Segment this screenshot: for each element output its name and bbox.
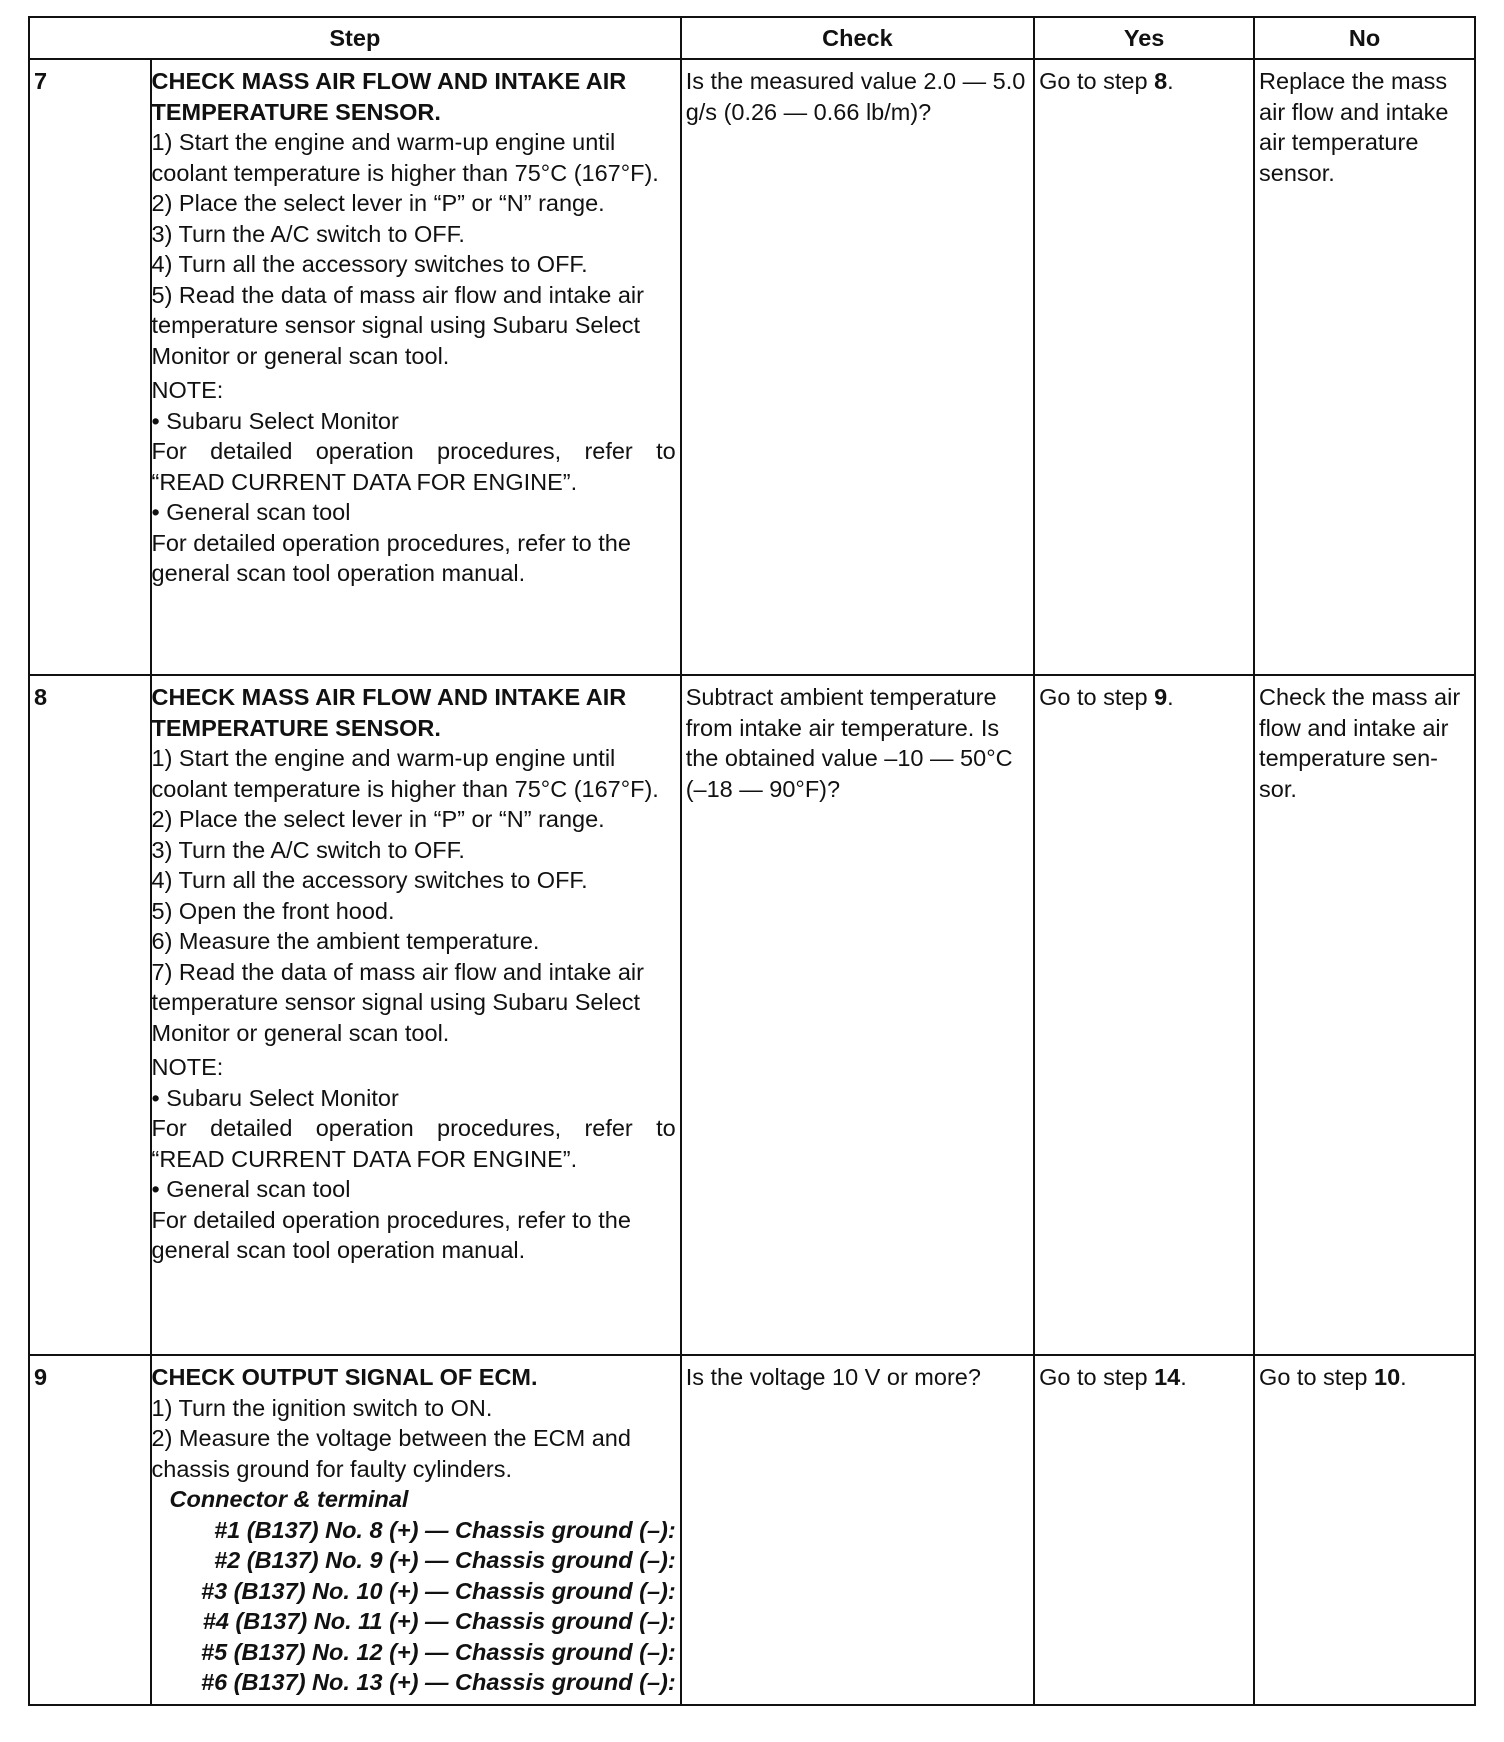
yes-step-link: 9	[1154, 684, 1168, 710]
yes-suffix: .	[1167, 68, 1174, 94]
note-label: NOTE:	[151, 377, 224, 403]
step-item: 5) Open the front hood.	[151, 897, 395, 924]
yes-prefix: Go to step	[1039, 68, 1155, 94]
step-description	[151, 675, 681, 1355]
step-description	[151, 59, 681, 675]
note-reference: general scan tool operation manual.	[151, 560, 526, 586]
step-item: 6) Measure the ambient temperature.	[151, 928, 540, 954]
yes-step-link: 14	[1154, 1364, 1181, 1390]
step-item: 1) Start the engine and warm-up engine until coolant temperature is higher than 75°C (167°F).	[151, 745, 659, 802]
connector-terminal: #2 (B137) No. 9 (+) — Chassis ground (–):	[214, 1547, 676, 1573]
table-row-step-9	[29, 1355, 1475, 1705]
yes-suffix: .	[1167, 684, 1174, 710]
note-reference: general scan tool operation manual.	[151, 1237, 526, 1263]
header-row	[29, 17, 1475, 59]
step-item: 2) Place the select lever in “P” or “N” range.	[151, 190, 605, 216]
step-title: CHECK OUTPUT SIGNAL OF ECM.	[151, 1364, 538, 1390]
note-bullet: • General scan tool	[151, 1176, 351, 1202]
step-description	[151, 1355, 681, 1705]
header-no: No	[1254, 17, 1475, 59]
note-bullet: • Subaru Select Monitor	[151, 1084, 399, 1111]
step-item: 1) Turn the ignition switch to ON.	[151, 1394, 493, 1421]
no-suffix: .	[1400, 1364, 1407, 1390]
step-item: 2) Place the select lever in “P” or “N” range.	[151, 806, 605, 832]
yes-step-link: 8	[1154, 68, 1168, 94]
connector-terminal: #4 (B137) No. 11 (+) — Chassis ground (–):	[202, 1608, 676, 1634]
step-item: 4) Turn all the accessory switches to OFF.	[151, 867, 588, 893]
yes-prefix: Go to step	[1039, 684, 1155, 710]
connector-terminal: #6 (B137) No. 13 (+) — Chassis ground (–):	[201, 1669, 676, 1695]
no-prefix: Go to step	[1259, 1364, 1374, 1390]
step-number: 8	[29, 675, 151, 1355]
header-check: Check	[681, 17, 1034, 59]
note-reference: For detailed operation procedures, refer to	[151, 438, 676, 464]
table-row-step-7	[29, 59, 1475, 675]
step-number: 9	[29, 1355, 151, 1705]
note-reference: “READ CURRENT DATA FOR ENGINE”.	[151, 1145, 578, 1172]
note-bullet: • Subaru Select Monitor	[151, 407, 399, 434]
header-yes: Yes	[1034, 17, 1254, 59]
note-bullet: • General scan tool	[151, 499, 351, 525]
yes-suffix: .	[1180, 1364, 1187, 1390]
note-reference: “READ CURRENT DATA FOR ENGINE”.	[151, 468, 578, 495]
check-question: Is the voltage 10 V or more?	[681, 1355, 1034, 1705]
connector-terminal: #5 (B137) No. 12 (+) — Chassis ground (–):	[201, 1638, 676, 1665]
step-item: 1) Start the engine and warm-up engine until coolant temperature is higher than 75°C (167°F).	[151, 129, 659, 186]
step-item: 7) Read the data of mass air flow and intake air temperature sensor signal using Subaru Select Monitor or general scan tool.	[151, 958, 644, 1046]
yes-action	[1034, 675, 1254, 1355]
note-reference: For detailed operation procedures, refer to the	[151, 1206, 631, 1233]
connector-terminal: #3 (B137) No. 10 (+) — Chassis ground (–):	[201, 1577, 676, 1604]
note-reference: For detailed operation procedures, refer to the	[151, 529, 631, 556]
step-title: CHECK MASS AIR FLOW AND INTAKE AIR TEMPERATURE SENSOR.	[151, 684, 627, 741]
note-reference: For detailed operation procedures, refer to	[151, 1115, 676, 1141]
procedure-table	[28, 16, 1476, 1706]
check-question: Subtract ambient temperature from intake air temperature. Is the obtained value –10 — 50°C (–18 — 90°F)?	[681, 675, 1034, 1355]
connector-label: Connector & terminal	[169, 1486, 409, 1512]
header-step: Step	[29, 17, 681, 59]
step-item: 2) Measure the voltage between the ECM and chassis ground for faulty cylinders.	[151, 1425, 631, 1482]
step-number: 7	[29, 59, 151, 675]
step-title: CHECK MASS AIR FLOW AND INTAKE AIR TEMPERATURE SENSOR.	[151, 68, 627, 125]
no-step-link: 10	[1374, 1364, 1401, 1390]
step-item: 3) Turn the A/C switch to OFF.	[151, 220, 465, 247]
no-action: Check the mass air flow and intake air temperature sen-sor.	[1254, 675, 1475, 1355]
yes-action	[1034, 1355, 1254, 1705]
no-action: Replace the mass air flow and intake air temperature sensor.	[1254, 59, 1475, 675]
yes-action	[1034, 59, 1254, 675]
check-question: Is the measured value 2.0 — 5.0 g/s (0.26 — 0.66 lb/m)?	[681, 59, 1034, 675]
table-row-step-8	[29, 675, 1475, 1355]
yes-prefix: Go to step	[1039, 1364, 1155, 1390]
step-item: 3) Turn the A/C switch to OFF.	[151, 836, 465, 863]
connector-terminal: #1 (B137) No. 8 (+) — Chassis ground (–):	[214, 1516, 676, 1543]
no-action	[1254, 1355, 1475, 1705]
step-item: 5) Read the data of mass air flow and intake air temperature sensor signal using Subaru Select Monitor or general scan tool.	[151, 281, 644, 369]
note-label: NOTE:	[151, 1054, 224, 1080]
step-item: 4) Turn all the accessory switches to OFF.	[151, 251, 588, 277]
